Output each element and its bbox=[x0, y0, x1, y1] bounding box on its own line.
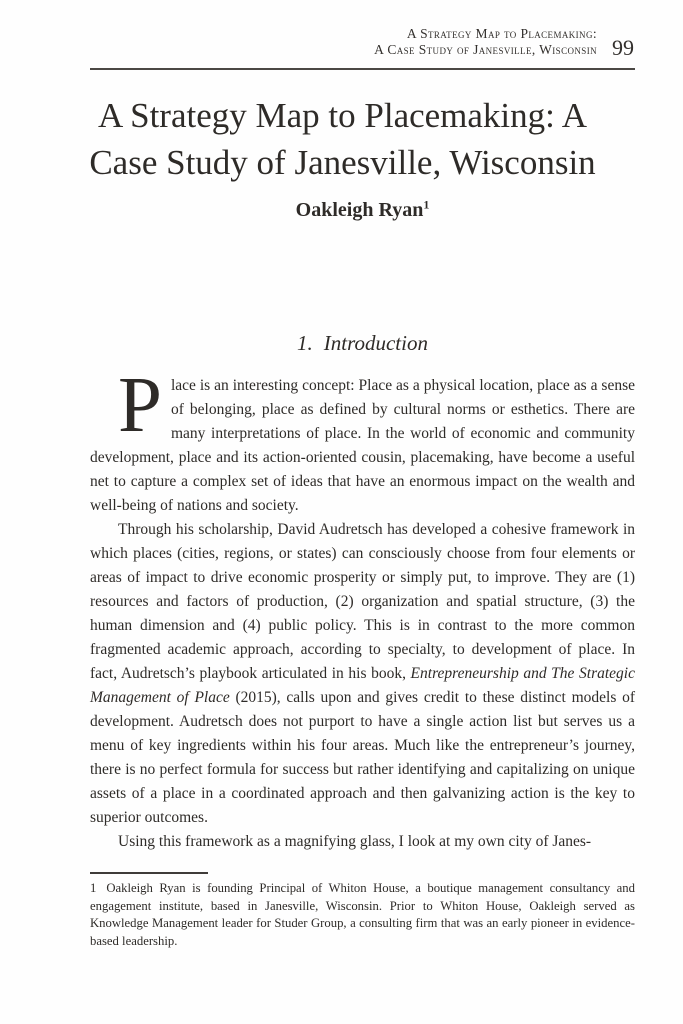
title-line-2: Case Study of Janesville, Wisconsin bbox=[89, 143, 596, 182]
footnote-marker: 1 bbox=[90, 881, 97, 895]
paragraph-text: lace is an interesting concept: Place as a physical location, place as a sense of belonging, place as defined by cultural norms or esthetics. There are many interpretations of place. In the world of economic and community development, place and its action-oriented cousin, placemaking, have become a useful net to capture a complex set of ideas that have an enormous impact on the wealth and well-being of nations and society. bbox=[90, 377, 635, 514]
paragraph-text: Using this framework as a magnifying glass, I look at my own city of Janes- bbox=[118, 833, 592, 850]
author-name: Oakleigh Ryan bbox=[295, 199, 424, 221]
running-head-title bbox=[374, 26, 597, 58]
running-head bbox=[374, 26, 634, 58]
page-number: 99 bbox=[612, 35, 634, 60]
drop-cap: P bbox=[118, 362, 162, 449]
article-title bbox=[70, 92, 615, 186]
footnote bbox=[90, 880, 635, 950]
title-line-1: A Strategy Map to Placemaking: A bbox=[98, 96, 587, 135]
section-heading bbox=[90, 331, 635, 356]
author bbox=[90, 199, 635, 222]
author-footnote-ref: 1 bbox=[423, 197, 430, 212]
section-number: 1. bbox=[297, 331, 313, 355]
paragraph bbox=[90, 362, 635, 518]
paragraph-text: Through his scholarship, David Audretsch has developed a cohesive framework in which places (cities, regions, or states) can consciously choose from four elements or areas of impact to drive economic prosperity or simply put, to improve. They are (1) resources and factors of production, (2) organization and spatial structure, (3) the human dimension and (4) public policy. This is in contrast to the more common fragmented academic approach, according to specialty, to development of place. In fact, Audretsch’s playbook articulated in his book, bbox=[90, 521, 635, 682]
paragraph bbox=[90, 518, 635, 830]
header-rule bbox=[90, 68, 635, 70]
running-head-line-1: A Strategy Map to Placemaking: bbox=[406, 26, 597, 41]
footnote-rule bbox=[90, 872, 208, 874]
paragraph-text: (2015), calls upon and gives credit to these distinct models of development. Audretsch does not purport to have a single action list but serves us a menu of key ingredients within his four areas. Much like the entrepreneur’s journey, there is no perfect formula for success but rather identifying and capitalizing on unique assets of a place in a coordinated approach and then galvanizing action is the key to superior outcomes. bbox=[90, 689, 635, 826]
book-title-italic: Entrepreneurship and The Strategic Management of Place bbox=[90, 665, 635, 706]
paragraph bbox=[90, 830, 635, 854]
body-paragraphs bbox=[90, 362, 635, 854]
section-title: Introduction bbox=[323, 331, 428, 355]
footnote-text: Oakleigh Ryan is founding Principal of Whiton House, a boutique management consultancy and engagement institute, based in Janesville, Wisconsin. Prior to Whiton House, Oakleigh served as Knowledge Management leader for Studer Group, a consulting firm that was an early pioneer in evidence-based leadership. bbox=[90, 881, 635, 948]
running-head-line-2: A Case Study of Janesville, Wisconsin bbox=[374, 42, 597, 57]
